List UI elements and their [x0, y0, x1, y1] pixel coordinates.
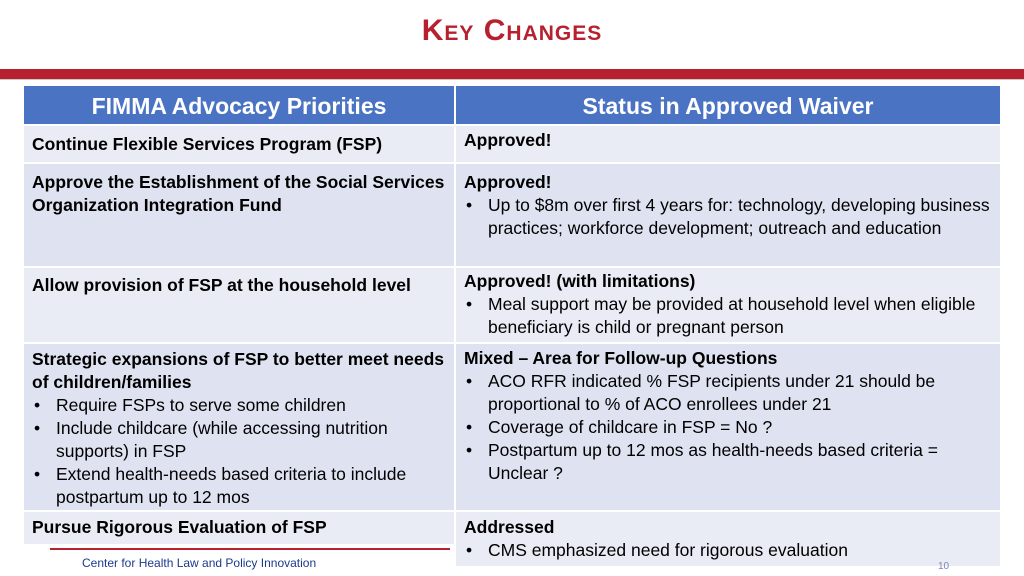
- row-2-priority: [24, 164, 454, 266]
- footer-divider: [50, 548, 450, 550]
- row-1-status: [456, 126, 1000, 162]
- bullet-item: • Postpartum up to 12 mos as health-needs based criteria = Unclear ?: [464, 439, 992, 485]
- row-2-status-text: Approved!: [464, 172, 552, 192]
- row-5-priority-text: Pursue Rigorous Evaluation of FSP: [32, 517, 327, 537]
- row-4-priority-bullets: [32, 394, 446, 509]
- row-3-priority: [24, 268, 454, 342]
- row-4-status-bullets: [464, 370, 992, 485]
- row-2-status-bullets: [464, 194, 992, 240]
- row-5-status: [456, 512, 1000, 566]
- row-4-priority: [24, 344, 454, 510]
- row-2-status: [456, 164, 1000, 266]
- header-priorities: FIMMA Advocacy Priorities: [24, 86, 454, 124]
- bullet-item: • Extend health-needs based criteria to include postpartum up to 12 mos: [32, 463, 446, 509]
- row-4-priority-text: Strategic expansions of FSP to better meet needs of children/families: [32, 349, 445, 392]
- row-1-status-text: Approved!: [464, 130, 552, 150]
- bullet-item: • Include childcare (while accessing nutrition supports) in FSP: [32, 417, 446, 463]
- row-3-status-text: Approved! (with limitations): [464, 271, 696, 291]
- bullet-item: • Meal support may be provided at household level when eligible beneficiary is child or pregnant person: [464, 293, 992, 339]
- footer-organization: Center for Health Law and Policy Innovation: [82, 556, 317, 570]
- row-5-status-text: Addressed: [464, 517, 555, 537]
- bullet-item: • Up to $8m over first 4 years for: technology, developing business practices; workforce development; outreach and education: [464, 194, 992, 240]
- title-divider-shadow: [0, 79, 1024, 80]
- row-2-priority-text: Approve the Establishment of the Social Services Organization Integration Fund: [32, 172, 445, 215]
- row-4-status-text: Mixed – Area for Follow-up Questions: [464, 348, 778, 368]
- bullet-item: • Coverage of childcare in FSP = No ?: [464, 416, 992, 439]
- row-1-priority: [24, 126, 454, 162]
- page-number: 10: [938, 561, 950, 572]
- bullet-item: • CMS emphasized need for rigorous evaluation: [464, 539, 992, 562]
- row-4-status: [456, 344, 1000, 510]
- row-3-priority-text: Allow provision of FSP at the household level: [32, 275, 411, 295]
- row-5-priority: [24, 512, 454, 544]
- row-3-status: [456, 268, 1000, 342]
- slide-title: Key Changes: [421, 14, 603, 47]
- bullet-item: • Require FSPs to serve some children: [32, 394, 446, 417]
- title-divider: [0, 69, 1024, 79]
- header-status: Status in Approved Waiver: [456, 86, 1000, 124]
- bullet-item: • ACO RFR indicated % FSP recipients under 21 should be proportional to % of ACO enrollees under 21: [464, 370, 992, 416]
- row-3-status-bullets: [464, 293, 992, 339]
- row-5-status-bullets: [464, 539, 992, 562]
- row-1-priority-text: Continue Flexible Services Program (FSP): [32, 134, 383, 154]
